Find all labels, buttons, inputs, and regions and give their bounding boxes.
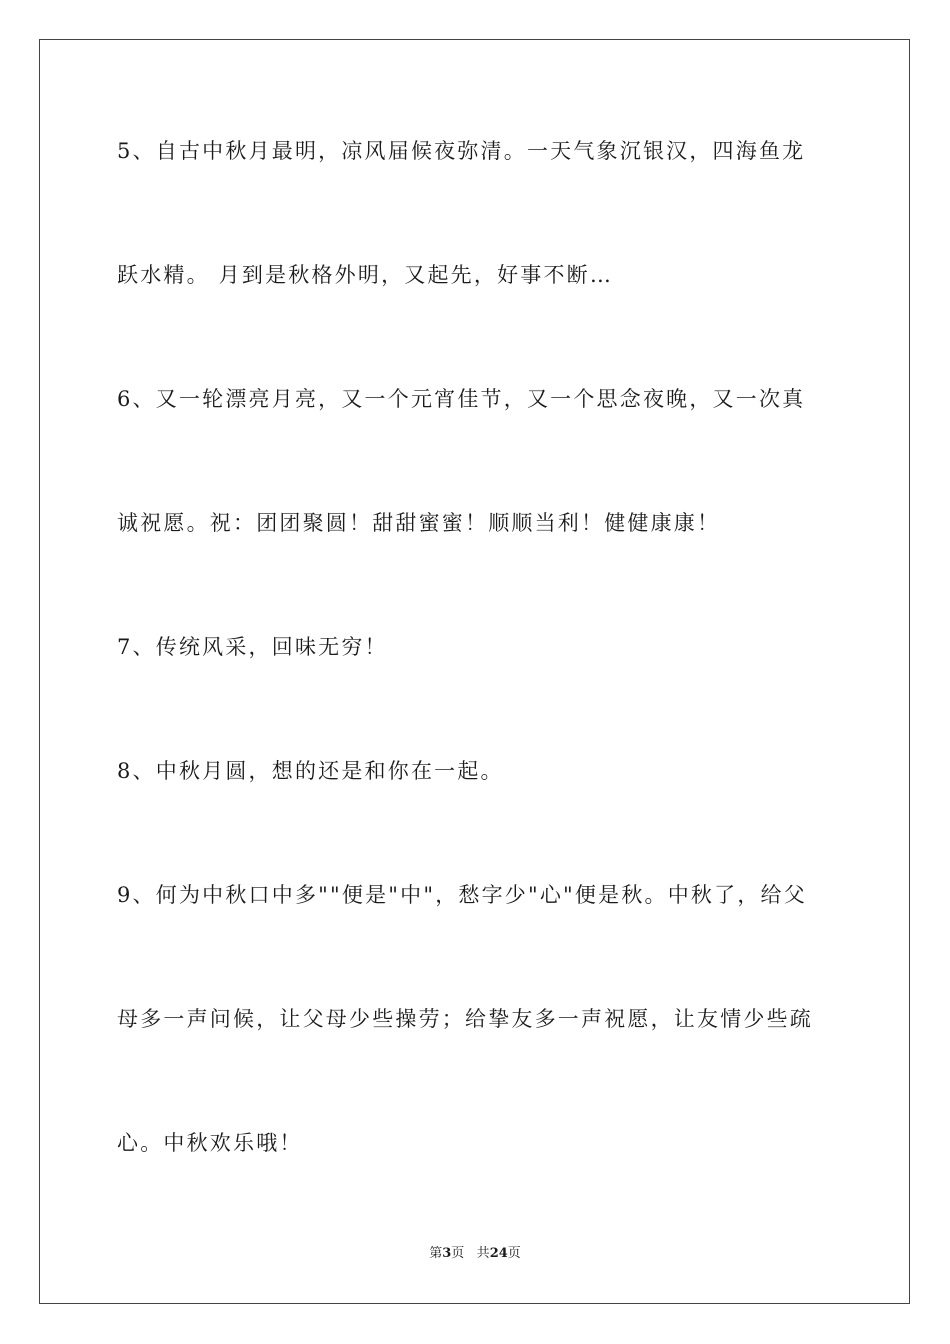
page-suffix: 页 [451, 1246, 465, 1261]
text-line-5: 7、传统风采，回味无穷！ [117, 635, 388, 659]
page-number: 3 [442, 1246, 452, 1261]
page-border [39, 39, 910, 1304]
text-line-1: 5、自古中秋月最明，凉风届候夜弥清。一天气象沉银汉，四海鱼龙 [117, 139, 806, 163]
text-line-3: 6、又一轮漂亮月亮，又一个元宵佳节，又一个思念夜晚，又一次真 [117, 387, 806, 411]
text-line-2: 跃水精。 月到是秋格外明，又起先，好事不断… [117, 263, 614, 287]
total-prefix: 共 [476, 1246, 490, 1261]
text-line-4: 诚祝愿。祝：团团聚圆！甜甜蜜蜜！顺顺当利！健健康康！ [117, 511, 721, 535]
text-line-9: 心。中秋欢乐哦！ [117, 1131, 303, 1155]
text-line-8: 母多一声问候，让父母少些操劳；给挚友多一声祝愿，让友情少些疏 [117, 1007, 813, 1031]
total-pages: 24 [489, 1246, 508, 1261]
page-prefix: 第 [429, 1246, 443, 1261]
text-line-6: 8、中秋月圆，想的还是和你在一起。 [117, 759, 504, 783]
total-suffix: 页 [507, 1246, 521, 1261]
text-line-7: 9、何为中秋口中多""便是"中"，愁字少"心"便是秋。中秋了，给父 [117, 883, 807, 907]
page-footer [0, 1245, 950, 1263]
